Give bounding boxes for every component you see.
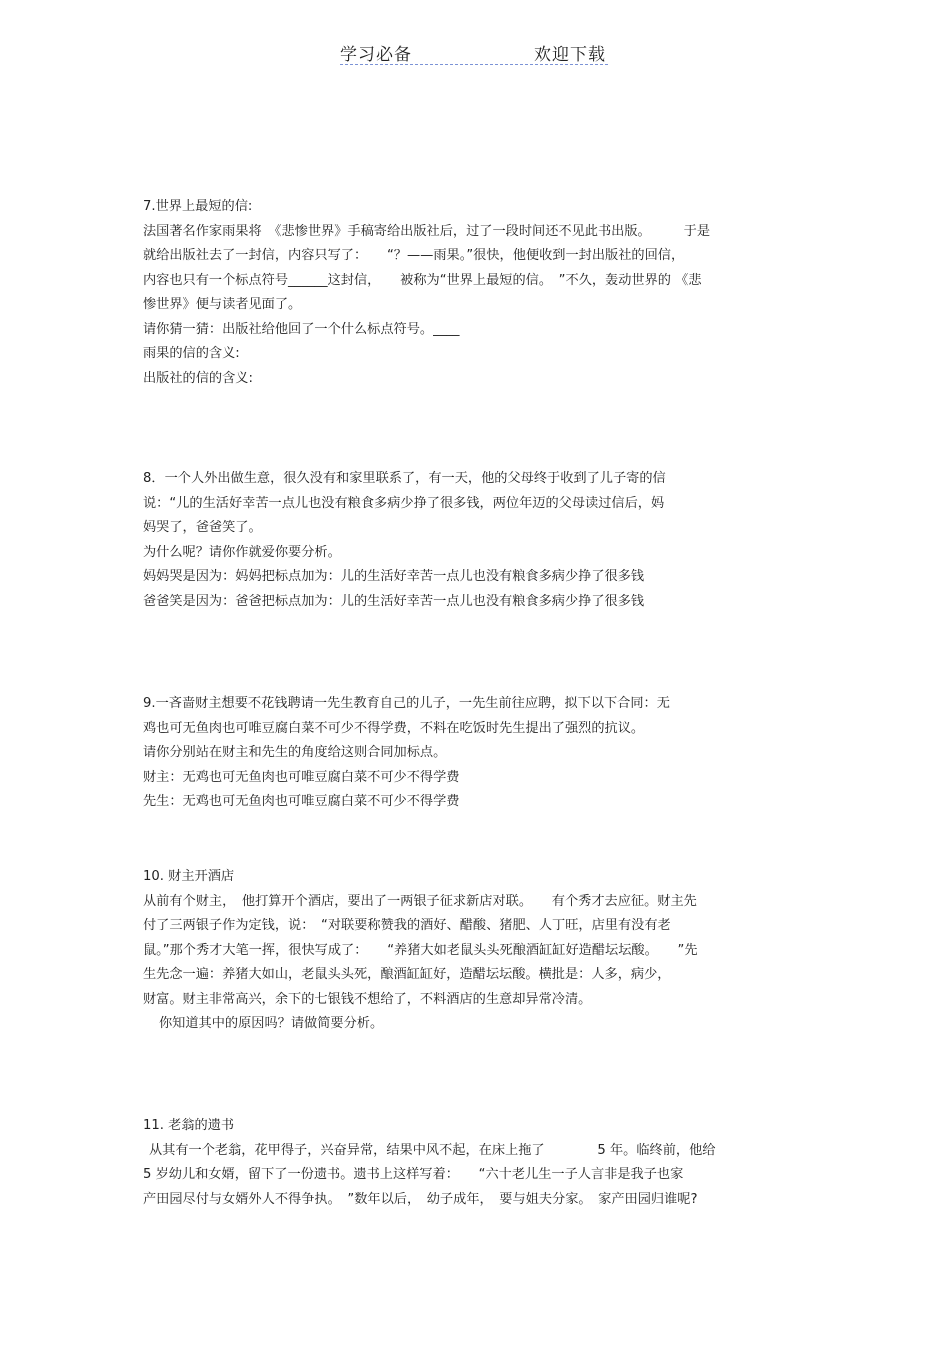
page-header — [340, 40, 608, 65]
question-title: 7.世界上最短的信: — [143, 199, 253, 214]
text-line: 产田园尽付与女婿外人不得争执。 ”数年以后， 幼子成年， 要与姐夫分家。 家产田园归谁呢? — [143, 1191, 698, 1207]
text-line: 为什么呢？请你作就爱你要分析。 — [143, 544, 341, 560]
question-9 — [143, 692, 808, 815]
question-title: 10. 财主开酒店 — [143, 869, 235, 884]
question-10 — [143, 865, 808, 1037]
text-line: 财主：无鸡也可无鱼肉也可唯豆腐白菜不可少不得学费 — [143, 769, 460, 785]
question-title: 9.一吝啬财主想要不花钱聘请一先生教育自己的儿子，一先生前往应聘，拟下以下合同：无 — [143, 696, 670, 711]
question-title: 8．一个人外出做生意，很久没有和家里联系了，有一天，他的父母终于收到了儿子寄的信 — [143, 471, 666, 486]
text-line: 妈哭了，爸爸笑了。 — [143, 520, 262, 535]
text-line: 鸡也可无鱼肉也可唯豆腐白菜不可少不得学费，不料在吃饭时先生提出了强烈的抗议。 — [143, 720, 645, 736]
text-line: 鼠。”那个秀才大笔一挥，很快写成了： “养猪大如老鼠头头死酿酒缸缸好造醋坛坛酸。 ”先 — [143, 942, 698, 958]
text-line: 5 岁幼儿和女婿，留下了一份遗书。遗书上这样写着： “六十老儿生一子人言非是我子也家 — [143, 1167, 684, 1182]
text-line: 财富。财主非常高兴，余下的七银钱不想给了，不料酒店的生意却异常冷清。 — [143, 991, 592, 1007]
text-line: 就给出版社去了一封信，内容只写了： “？——雨果。”很快，他便收到一封出版社的回信， — [143, 248, 685, 263]
text-line: 你知道其中的原因吗？请做简要分析。 — [159, 1016, 384, 1031]
text-line: 法国著名作家雨果将 《悲惨世界》手稿寄给出版社后，过了一段时间还不见此书出版。 于是 — [143, 223, 711, 239]
text-line: 内容也只有一个标点符号______这封信， 被称为“世界上最短的信。 ”不久，轰动世界的 《悲 — [143, 272, 702, 288]
text-line: 付了三两银子作为定钱，说： “对联要称赞我的酒好、醋酸、猪肥、人丁旺，店里有没有老 — [143, 918, 671, 933]
header-left-text: 学习必备 — [340, 45, 412, 65]
text-line: 生先念一遍：养猪大如山，老鼠头头死，酿酒缸缸好，造醋坛坛酸。横批是：人多，病少， — [143, 967, 671, 982]
question-11 — [143, 1114, 808, 1212]
text-line: 惨世界》便与读者见面了。 — [143, 297, 302, 312]
text-line: 出版社的信的含义: — [143, 370, 253, 386]
question-8 — [143, 467, 808, 614]
text-line: 爸爸笑是因为：爸爸把标点加为：儿的生活好幸苦一点儿也没有粮食多病少挣了很多钱 — [143, 593, 645, 609]
text-line: 雨果的信的含义: — [143, 346, 240, 361]
text-line: 从其有一个老翁，花甲得子，兴奋异常，结果中风不起，在床上拖了 5 年。临终前，他给 — [149, 1142, 716, 1158]
text-line: 说：“儿的生活好幸苦一点儿也没有粮食多病少挣了很多钱，两位年迈的父母读过信后，妈 — [143, 495, 665, 511]
text-line: 请你分别站在财主和先生的角度给这则合同加标点。 — [143, 745, 447, 760]
text-line: 从前有个财主， 他打算开个酒店，要出了一两银子征求新店对联。 有个秀才去应征。财主先 — [143, 893, 697, 909]
question-title: 11. 老翁的遗书 — [143, 1118, 235, 1133]
text-line: 请你猜一猜：出版社给他回了一个什么标点符号。____ — [143, 321, 460, 337]
text-line: 先生：无鸡也可无鱼肉也可唯豆腐白菜不可少不得学费 — [143, 794, 460, 809]
header-right-text: 欢迎下载 — [534, 45, 606, 65]
question-7 — [143, 195, 808, 391]
text-line: 妈妈哭是因为：妈妈把标点加为：儿的生活好幸苦一点儿也没有粮食多病少挣了很多钱 — [143, 569, 645, 584]
